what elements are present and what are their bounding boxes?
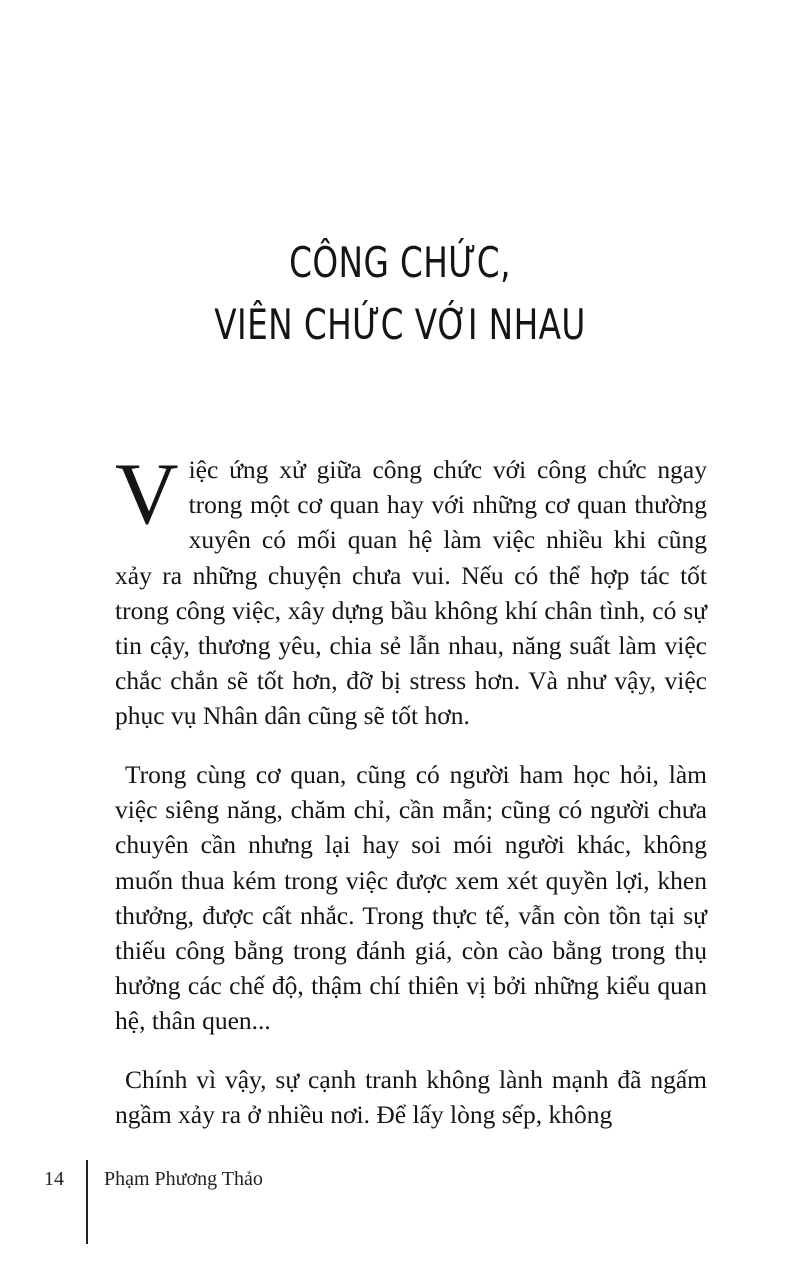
- chapter-title: [88, 232, 712, 356]
- footer-author: Phạm Phương Thảo: [104, 1168, 263, 1190]
- page-number: 14: [44, 1168, 64, 1190]
- chapter-title-line-1: CÔNG CHỨC,: [289, 238, 511, 287]
- chapter-title-line-2: VIÊN CHỨC VỚI NHAU: [214, 300, 586, 349]
- paragraph-2-text: Trong cùng cơ quan, cũng có người ham học hỏi, làm việc siêng năng, chăm chỉ, cần mẫn; cũng có người chưa chuyên cần nhưng lại hay soi mói người khác, không muốn thua kém trong việc được xem xét quyền lợi, khen thưởng, được cất nhắc. Trong thực tế, vẫn còn tồn tại sự thiếu công bằng trong đánh giá, còn cào bằng trong thụ hưởng các chế độ, thậm chí thiên vị bởi những kiểu quan hệ, thân quen...: [115, 760, 707, 1036]
- paragraph-1-text: iệc ứng xử giữa công chức với công chức ngay trong một cơ quan hay với những cơ quan thường xuyên có mối quan hệ làm việc nhiều khi cũng xảy ra những chuyện chưa vui. Nếu có thể hợp tác tốt trong công việc, xây dựng bầu không khí chân tình, có sự tin cậy, thương yêu, chia sẻ lẫn nhau, năng suất làm việc chắc chắn sẽ tốt hơn, đỡ bị stress hơn. Và như vậy, việc phục vụ Nhân dân cũng sẽ tốt hơn.: [115, 455, 707, 731]
- paragraph-2: [115, 757, 707, 1039]
- drop-cap: V: [115, 446, 179, 543]
- paragraph-3: [115, 1062, 707, 1132]
- paragraph-3-text: Chính vì vậy, sự cạnh tranh không lành mạnh đã ngấm ngầm xảy ra ở nhiều nơi. Để lấy lòng sếp, không: [115, 1065, 707, 1130]
- footer-divider: [86, 1160, 88, 1244]
- paragraph-1: [115, 446, 707, 734]
